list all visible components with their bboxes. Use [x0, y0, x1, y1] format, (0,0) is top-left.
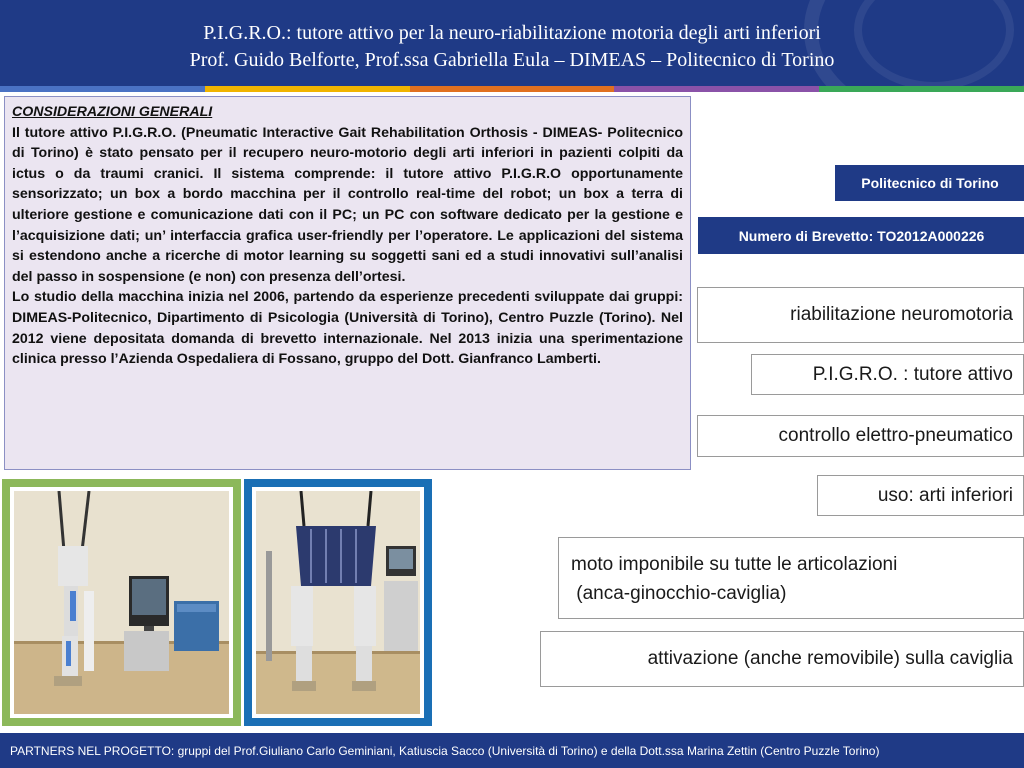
feature-neuromotor-rehab: riabilitazione neuromotoria — [697, 287, 1024, 343]
stripe-segment-green — [819, 86, 1024, 92]
stripe-segment-blue — [0, 86, 205, 92]
feature-lower-limbs: uso: arti inferiori — [817, 475, 1024, 516]
feature-electro-pneumatic-control: controllo elettro-pneumatico — [697, 415, 1024, 457]
authors-line: Prof. Guido Belforte, Prof.ssa Gabriella Eula – DIMEAS – Politecnico di Torino — [189, 49, 835, 71]
feature-active-orthosis: P.I.G.R.O. : tutore attivo — [751, 354, 1024, 395]
orthosis-front-view-photo — [256, 491, 420, 714]
feature-joint-motion-line2: (anca-ginocchio-caviglia) — [571, 583, 787, 604]
photo-frame-front-view — [244, 479, 432, 726]
patent-number-label: Numero di Brevetto: TO2012A000226 — [698, 217, 1024, 254]
color-stripe — [0, 86, 1024, 92]
feature-joint-motion-line1: moto imponibile su tutte le articolazioni — [571, 554, 898, 575]
header-banner — [0, 0, 1024, 86]
institution-label: Politecnico di Torino — [835, 165, 1024, 201]
feature-joint-motion — [558, 537, 1024, 619]
orthosis-side-view-photo — [14, 491, 229, 714]
general-paragraph-1: Il tutore attivo P.I.G.R.O. (Pneumatic Interactive Gait Rehabilitation Orthosis - DIMEAS- Politecnico di Torino) è stato pensato per il recupero neuro-motorio degli arti inferiori in pazienti colpiti da ictus o da traumi cranici. Il sistema comprende: il tutore attivo P.I.G.R.O opportunamente sensorizzato; un box a bordo macchina per il controllo real-time del robot; un box a terra di ulteriore gestione e comunicazione dati con il PC; un PC con software dedicato per la gestione e l’acquisizione dati; un’ interfaccia grafica user-friendly per l’operatore. Le applicazioni del sistema si estendono anche a ricerche di motor learning su soggetti sani ed a studi innovativi sull’analisi del passo in sospensione (e non) con presenza dell’ortesi. — [12, 124, 683, 285]
general-considerations-title: CONSIDERAZIONI GENERALI — [12, 104, 213, 120]
stripe-segment-yellow — [205, 86, 410, 92]
feature-ankle-activation: attivazione (anche removibile) sulla caviglia — [540, 631, 1024, 687]
partners-footer — [0, 733, 1024, 768]
photo-frame-side-view — [2, 479, 241, 726]
general-paragraph-2: Lo studio della macchina inizia nel 2006, partendo da esperienze precedenti sviluppate dai gruppi: DIMEAS-Politecnico, Dipartimento di Psicologia (Università di Torino), Centro Puzzle (Torino). Nel 2012 viene depositata domanda di brevetto internazionale. Nel 2013 inizia una sperimentazione clinica presso l’Azienda Ospedaliera di Fossano, gruppo del Dott. Gianfranco Lamberti. — [12, 289, 683, 368]
stripe-segment-purple — [614, 86, 819, 92]
stripe-segment-orange — [410, 86, 615, 92]
partners-text: PARTNERS NEL PROGETTO: gruppi del Prof.Giuliano Carlo Geminiani, Katiuscia Sacco (Università di Torino) e della Dott.ssa Marina Zettin (Centro Puzzle Torino) — [10, 743, 880, 758]
title-line: P.I.G.R.O.: tutore attivo per la neuro-riabilitazione motoria degli arti inferiori — [203, 22, 821, 44]
general-considerations-box — [4, 96, 691, 470]
